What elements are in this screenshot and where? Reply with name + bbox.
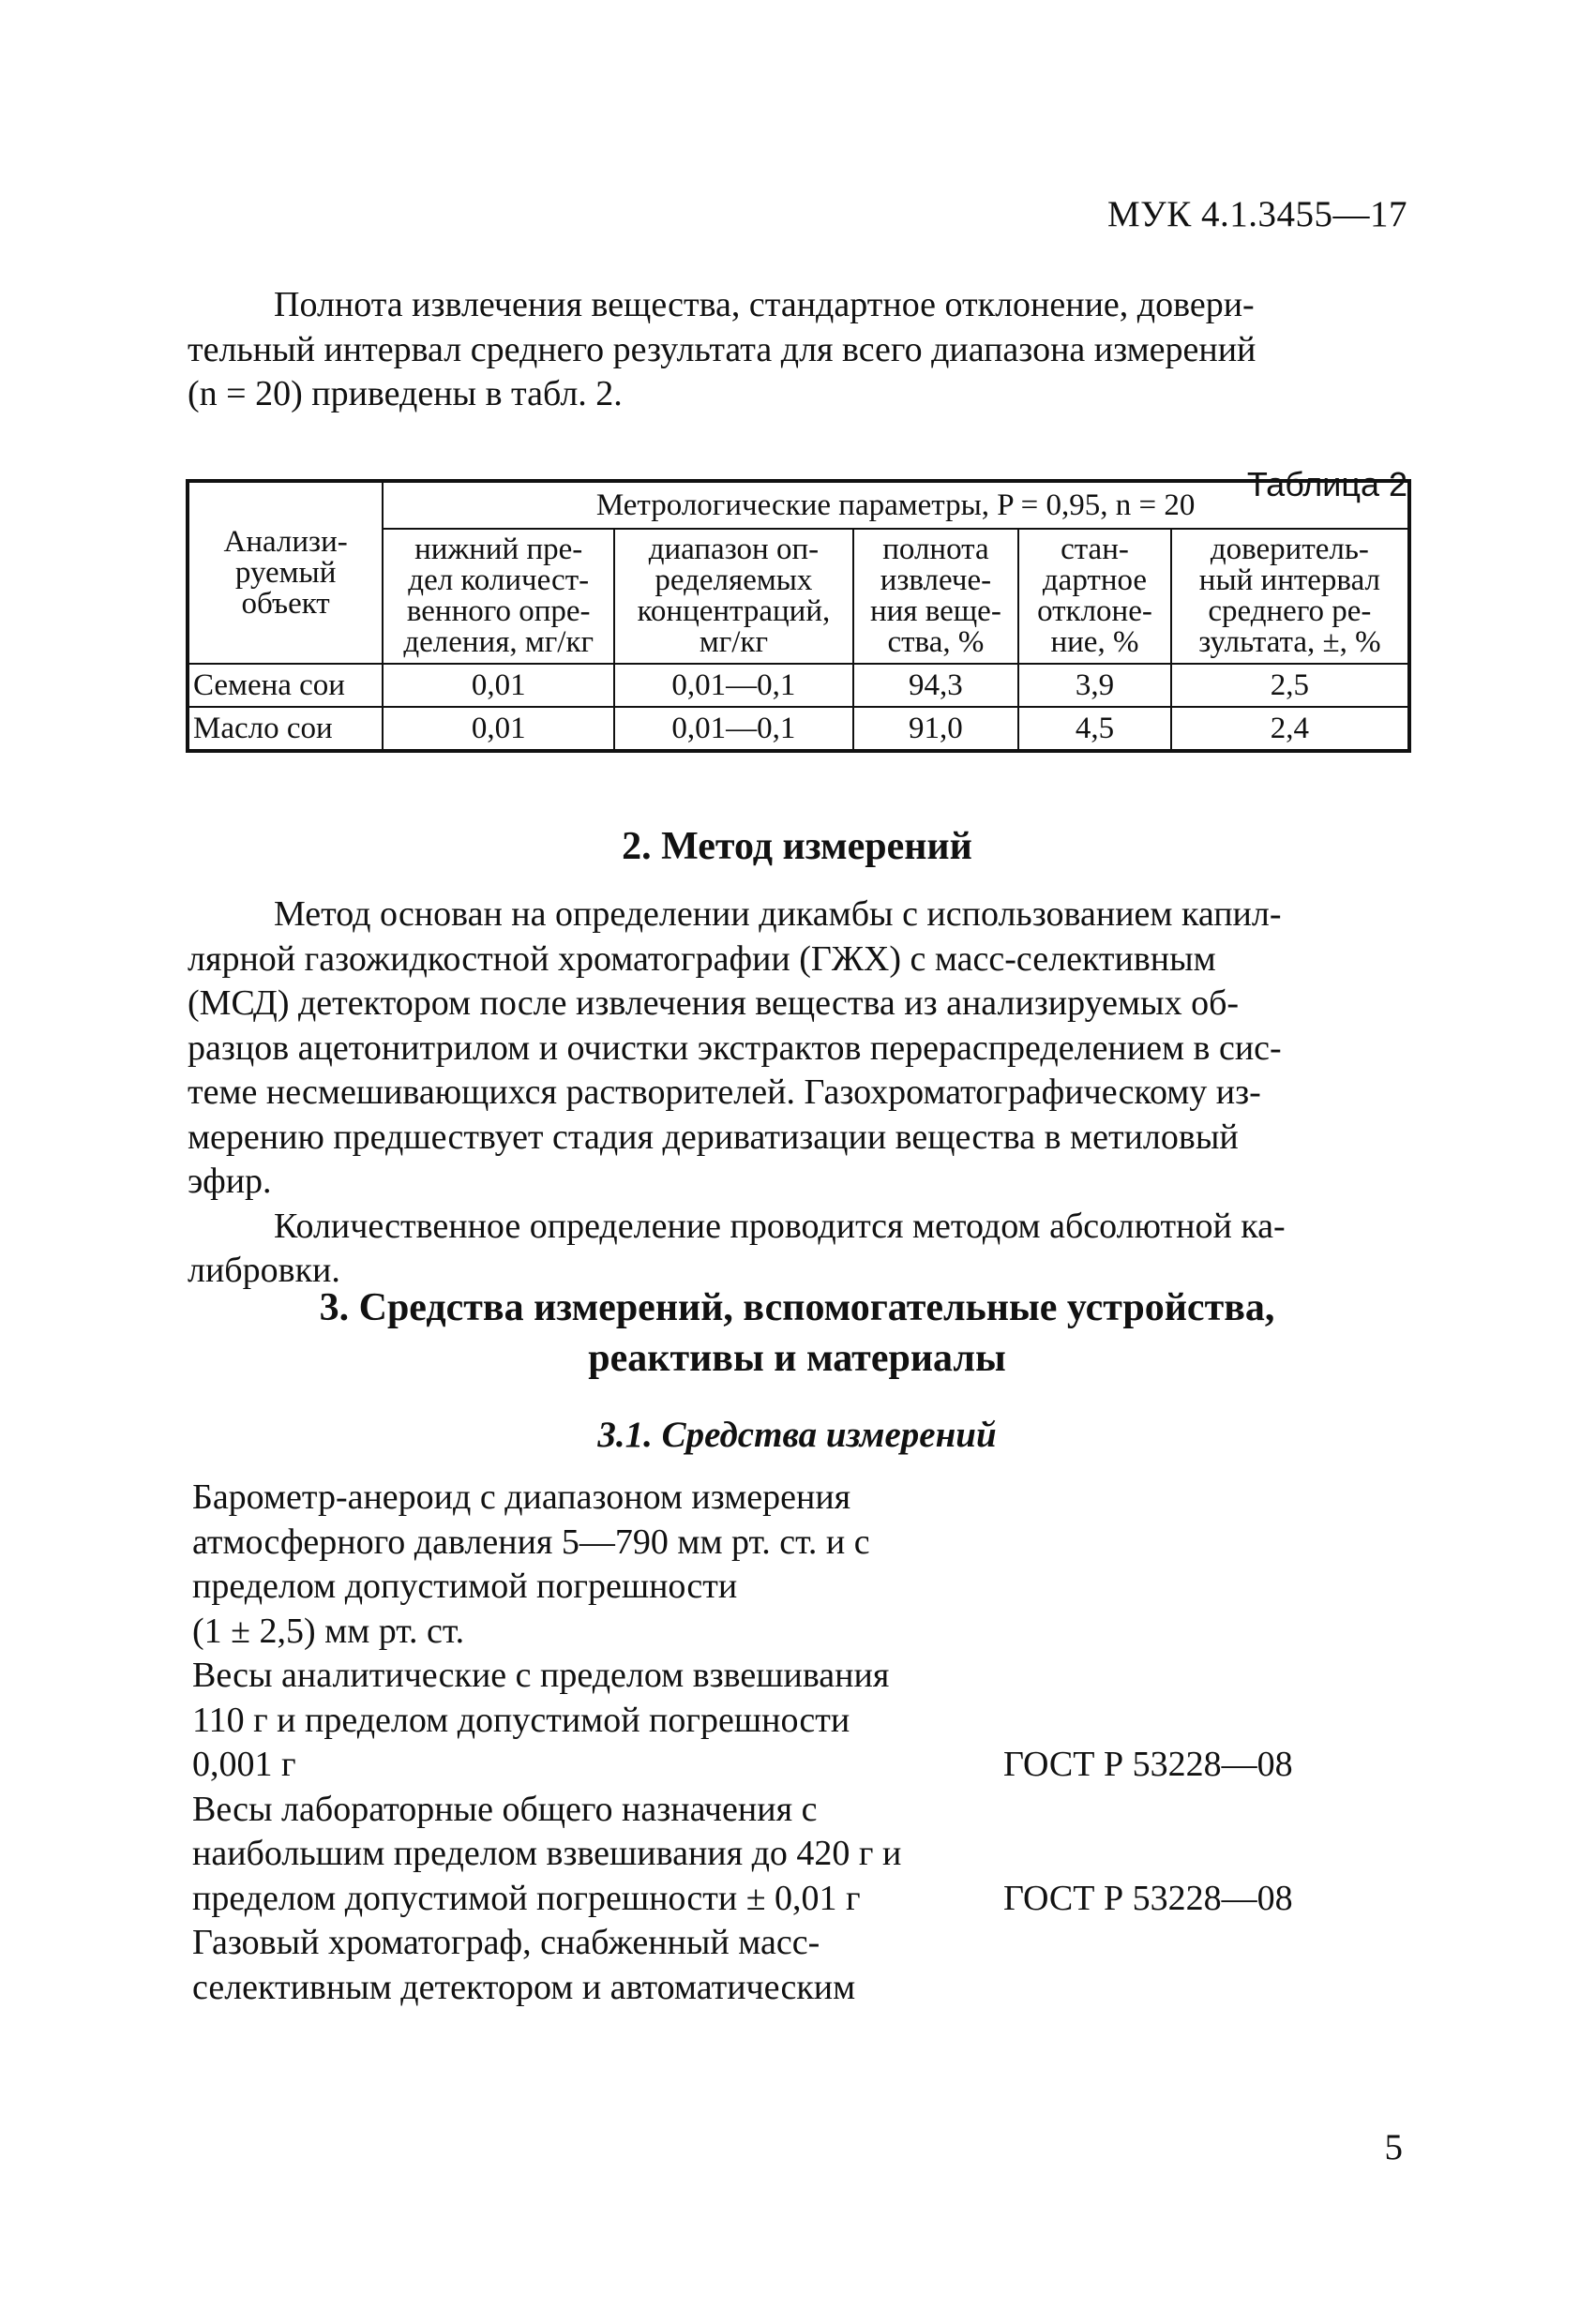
table-cell: 94,3 bbox=[853, 664, 1018, 707]
method-line: Метод основан на определении дикамбы с использованием капил- bbox=[274, 894, 1282, 934]
equipment-list bbox=[192, 1476, 1411, 2010]
equipment-line bbox=[192, 1921, 1411, 1966]
equipment-text: Барометр-анероид с диапазоном измерения bbox=[192, 1477, 851, 1517]
method-line: разцов ацетонитрилом и очистки экстрактов перераспределением в сис- bbox=[188, 1027, 1282, 1068]
equipment-text: селективным детектором и автоматическим bbox=[192, 1967, 856, 2007]
table-caption: Таблица 2 bbox=[1246, 465, 1407, 503]
gost-reference: ГОСТ Р 53228—08 bbox=[1003, 1745, 1293, 1784]
gost-reference: ГОСТ Р 53228—08 bbox=[1003, 1878, 1293, 1918]
subsection-3-1-title: 3.1. Средства измерений bbox=[597, 1415, 997, 1455]
equipment-line bbox=[192, 1476, 1411, 1521]
equipment-line bbox=[192, 1832, 1411, 1877]
section-3-title bbox=[188, 1282, 1407, 1384]
table-row bbox=[188, 664, 1409, 707]
equipment-line bbox=[192, 1654, 1411, 1699]
column-header bbox=[614, 529, 853, 664]
equipment-line bbox=[192, 1521, 1411, 1566]
table-header-row bbox=[188, 481, 1409, 529]
column-header bbox=[853, 529, 1018, 664]
column-header-text: стан- дартное отклоне- ние, % bbox=[1037, 532, 1152, 659]
column-header-text: нижний пре- дел количест- венного опре- деления, мг/кг bbox=[403, 532, 594, 659]
equipment-text: 0,001 г bbox=[192, 1745, 296, 1784]
column-header-text: диапазон оп- ределяемых концентраций, мг/кг bbox=[637, 532, 831, 659]
method-line: (МСД) детектором после извлечения вещества из анализируемых об- bbox=[188, 983, 1240, 1023]
table-cell: 0,01 bbox=[383, 664, 614, 707]
method-line: теме несмешивающихся растворителей. Газохроматографическому из- bbox=[188, 1072, 1261, 1112]
table-cell: 0,01—0,1 bbox=[614, 664, 853, 707]
page-number: 5 bbox=[1384, 2127, 1403, 2167]
table-row bbox=[188, 707, 1409, 751]
equipment-text: Весы аналитические с пределом взвешивания bbox=[192, 1656, 890, 1695]
metrology-table bbox=[186, 479, 1411, 753]
section-3-title-line: реактивы и материалы bbox=[588, 1337, 1006, 1380]
equipment-line bbox=[192, 1966, 1411, 2011]
equipment-line bbox=[192, 1610, 1411, 1655]
table-cell: 4,5 bbox=[1018, 707, 1171, 751]
equipment-line bbox=[192, 1699, 1411, 1744]
table-cell: 0,01—0,1 bbox=[614, 707, 853, 751]
object-header bbox=[188, 481, 383, 664]
table-cell: 2,5 bbox=[1171, 664, 1409, 707]
table-cell-object: Масло сои bbox=[188, 707, 383, 751]
table-cell-object: Семена сои bbox=[188, 664, 383, 707]
intro-paragraph bbox=[188, 283, 1407, 417]
equipment-text: пределом допустимой погрешности bbox=[192, 1567, 738, 1606]
column-header bbox=[383, 529, 614, 664]
method-line: Количественное определение проводится методом абсолютной ка- bbox=[274, 1206, 1286, 1246]
object-header-text: Анализи- руемый объект bbox=[223, 524, 348, 621]
table-cell: 3,9 bbox=[1018, 664, 1171, 707]
equipment-line bbox=[192, 1788, 1411, 1833]
table-cell: 0,01 bbox=[383, 707, 614, 751]
equipment-line bbox=[192, 1877, 1411, 1922]
equipment-line bbox=[192, 1565, 1411, 1610]
table-cell: 91,0 bbox=[853, 707, 1018, 751]
equipment-text: наибольшим пределом взвешивания до 420 г и bbox=[192, 1834, 902, 1873]
document-code: МУК 4.1.3455—17 bbox=[1106, 194, 1407, 234]
table-cell: 2,4 bbox=[1171, 707, 1409, 751]
equipment-text: Весы лабораторные общего назначения с bbox=[192, 1789, 818, 1829]
method-line: мерению предшествует стадия дериватизации вещества в метиловый bbox=[188, 1117, 1239, 1157]
intro-line: (n = 20) приведены в табл. 2. bbox=[188, 374, 623, 413]
column-header-text: полнота извлече- ния веще- ства, % bbox=[869, 532, 1001, 659]
method-line: эфир. bbox=[188, 1162, 272, 1201]
section-3-title-line: 3. Средства измерений, вспомогательные устройства, bbox=[319, 1286, 1275, 1329]
group-header: Метрологические параметры, P = 0,95, n = 20 bbox=[383, 481, 1409, 529]
equipment-text: атмосферного давления 5—790 мм рт. ст. и с bbox=[192, 1522, 870, 1562]
equipment-text: 110 г и пределом допустимой погрешности bbox=[192, 1700, 850, 1740]
equipment-text: Газовый хроматограф, снабженный масс- bbox=[192, 1923, 820, 1962]
intro-line: Полнота извлечения вещества, стандартное отклонение, довери- bbox=[274, 285, 1255, 324]
column-header-text: доверитель- ный интервал среднего ре- зультата, ±, % bbox=[1198, 532, 1381, 659]
intro-line: тельный интервал среднего результата для всего диапазона измерений bbox=[188, 329, 1256, 369]
section-2-title: 2. Метод измерений bbox=[622, 825, 972, 868]
method-paragraph bbox=[188, 892, 1407, 1294]
column-header bbox=[1171, 529, 1409, 664]
column-header bbox=[1018, 529, 1171, 664]
method-line: либровки. bbox=[188, 1251, 340, 1290]
equipment-text: пределом допустимой погрешности ± 0,01 г bbox=[192, 1878, 861, 1918]
method-line: лярной газожидкостной хроматографии (ГЖХ) с масс-селективным bbox=[188, 938, 1216, 979]
equipment-line bbox=[192, 1743, 1411, 1788]
equipment-text: (1 ± 2,5) мм рт. ст. bbox=[192, 1611, 465, 1651]
